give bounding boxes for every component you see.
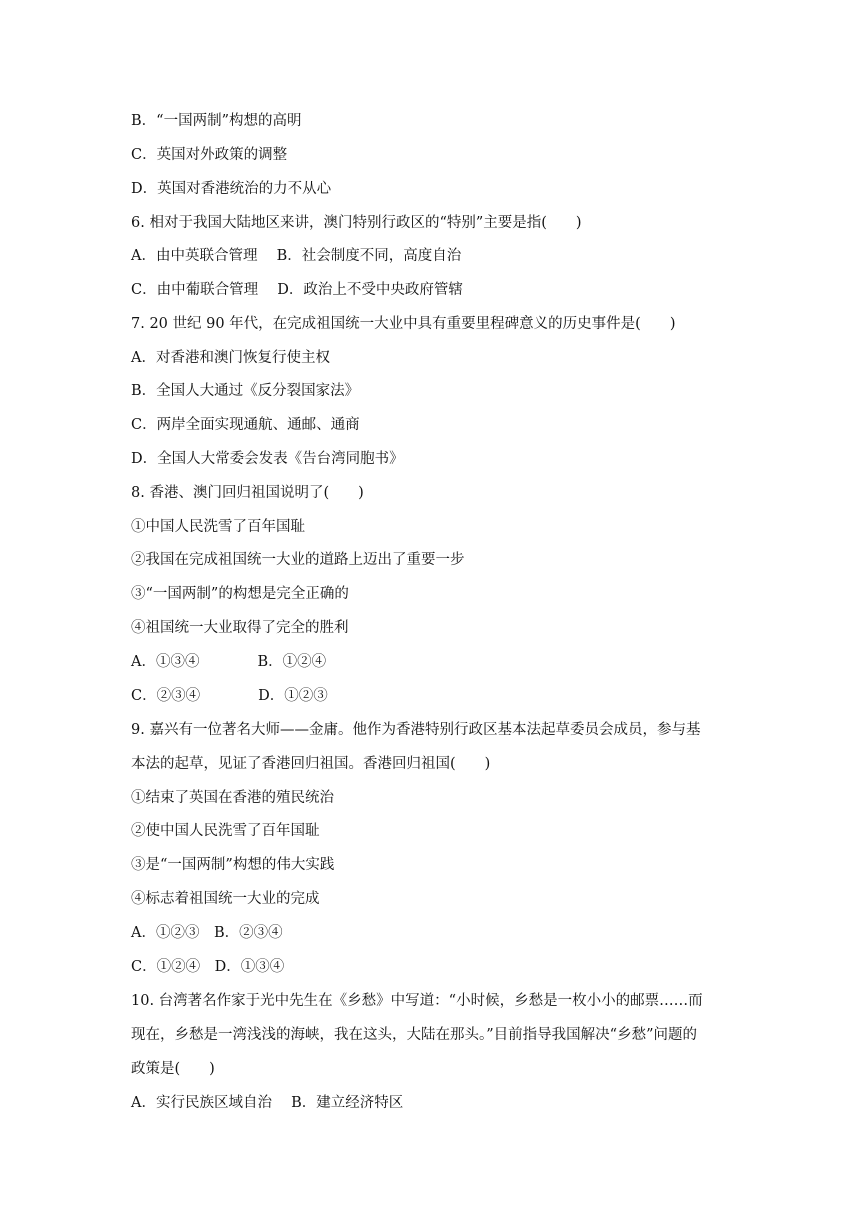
options-9-cd: C．①②④ D．①③④ [131, 959, 285, 975]
statement-8-4: ④祖国统一大业取得了完全的胜利 [131, 620, 349, 636]
statement-8-2: ②我国在完成祖国统一大业的道路上迈出了重要一步 [131, 552, 465, 568]
options-8-ab: A．①③④ B．①②④ [131, 654, 327, 670]
question-9-line-2: 本法的起草，见证了香港回归祖国。香港回归祖国( ) [131, 756, 491, 772]
statement-9-3: ③是“一国两制”构想的伟大实践 [131, 857, 335, 873]
option-7d: D．全国人大常委会发表《告台湾同胞书》 [131, 451, 404, 467]
statement-9-1: ①结束了英国在香港的殖民统治 [131, 790, 334, 806]
statement-8-3: ③“一国两制”的构想是完全正确的 [131, 586, 349, 602]
options-9-ab: A．①②③ B．②③④ [131, 925, 283, 941]
options-6-cd: C．由中葡联合管理 D．政治上不受中央政府管辖 [131, 282, 463, 298]
question-7: 7. 20 世纪 90 年代，在完成祖国统一大业中具有重要里程碑意义的历史事件是( ) [131, 316, 676, 332]
option-5b: B．“一国两制”构想的高明 [131, 113, 302, 129]
options-10-ab: A．实行民族区域自治 B．建立经济特区 [131, 1095, 404, 1111]
question-8: 8. 香港、澳门回归祖国说明了( ) [131, 485, 364, 501]
question-10-line-1: 10. 台湾著名作家于光中先生在《乡愁》中写道：“小时候，乡愁是一枚小小的邮票……而 [131, 993, 703, 1009]
statement-9-2: ②使中国人民洗雪了百年国耻 [131, 823, 320, 839]
option-5c: C．英国对外政策的调整 [131, 147, 288, 163]
option-5d: D．英国对香港统治的力不从心 [131, 181, 332, 197]
question-6: 6. 相对于我国大陆地区来讲，澳门特别行政区的“特别”主要是指( ) [131, 215, 582, 231]
option-7a: A．对香港和澳门恢复行使主权 [131, 350, 330, 366]
option-7b: B．全国人大通过《反分裂国家法》 [131, 383, 360, 399]
option-7c: C．两岸全面实现通航、通邮、通商 [131, 417, 360, 433]
question-9-line-1: 9. 嘉兴有一位著名大师——金庸。他作为香港特别行政区基本法起草委员会成员，参与基 [131, 722, 701, 738]
question-10-line-2: 现在，乡愁是一湾浅浅的海峡，我在这头，大陆在那头。”目前指导我国解决“乡愁”问题的 [131, 1027, 697, 1043]
options-8-cd: C．②③④ D．①②③ [131, 688, 328, 704]
statement-8-1: ①中国人民洗雪了百年国耻 [131, 519, 305, 535]
statement-9-4: ④标志着祖国统一大业的完成 [131, 891, 320, 907]
options-6-ab: A．由中英联合管理 B．社会制度不同，高度自治 [131, 248, 462, 264]
question-10-line-3: 政策是( ) [131, 1061, 215, 1077]
